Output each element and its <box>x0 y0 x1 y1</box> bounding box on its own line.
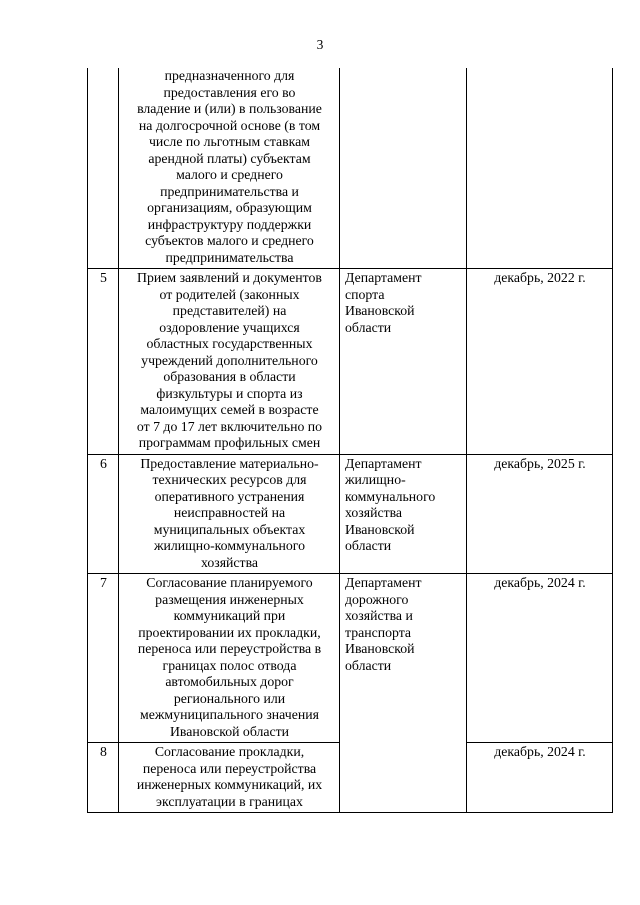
text-line: образования в области <box>163 369 296 384</box>
text-line: предназначенного для <box>164 68 295 83</box>
text-line: инфраструктуру поддержки <box>147 216 312 232</box>
text-line: проектировании их прокладки, <box>138 624 321 640</box>
table-row <box>88 454 613 574</box>
text-line: областных государственных <box>146 336 313 351</box>
dept-line: спорта <box>345 286 385 302</box>
dept-line: Ивановской <box>345 303 415 318</box>
text-line: предпринимательства и <box>160 183 299 199</box>
text-line: учреждений дополнительного <box>141 352 318 368</box>
measure-description <box>119 743 340 813</box>
row-number: 6 <box>88 454 119 574</box>
row-number: 7 <box>88 574 119 743</box>
measure-description <box>119 269 340 455</box>
text-line: хозяйства <box>200 554 259 570</box>
row-number: 5 <box>88 269 119 455</box>
text-line: регионального или <box>173 690 286 706</box>
text-line: межмуниципального значения <box>140 707 319 722</box>
row-number: 8 <box>88 743 119 813</box>
text-line: Прием заявлений и документов <box>137 270 322 285</box>
dept-line: Департамент <box>345 455 422 471</box>
dept-line: коммунального <box>345 488 436 504</box>
table-row <box>88 269 613 455</box>
text-line: переноса или переустройства <box>142 760 317 776</box>
deadline: декабрь, 2022 г. <box>467 269 613 455</box>
text-line: инженерных коммуникаций, их <box>136 777 323 792</box>
text-line: размещения инженерных <box>155 591 304 607</box>
text-line: границах полос отвода <box>162 657 297 673</box>
dept-line: Департамент <box>345 270 422 285</box>
dept-line: Ивановской <box>345 641 415 656</box>
measure-description <box>119 454 340 574</box>
text-line: Предоставление материально- <box>140 455 319 471</box>
text-line: субъектов малого и среднего <box>145 233 314 248</box>
text-line: арендной платы) субъектам <box>148 150 311 166</box>
dept-line: области <box>345 319 392 335</box>
responsible-department <box>340 68 467 269</box>
page-number: 3 <box>316 37 324 52</box>
text-line: программам профильных смен <box>138 435 321 450</box>
text-line: от 7 до 17 лет включительно по <box>136 418 323 434</box>
dept-line: хозяйства и <box>345 608 413 623</box>
text-line: автомобильных дорог <box>165 674 294 689</box>
text-line: неисправностей на <box>173 505 286 520</box>
text-line: владение и (или) в пользование <box>137 101 322 116</box>
text-line: Согласование прокладки, <box>154 744 305 759</box>
dept-line: Ивановской <box>345 521 415 537</box>
measures-table <box>87 68 613 813</box>
text-line: эксплуатации в границах <box>156 793 303 809</box>
table-row <box>88 574 613 743</box>
dept-line: дорожного <box>345 591 409 607</box>
text-line: малого и среднего <box>176 167 283 182</box>
text-line: малоимущих семей в возрасте <box>140 402 319 417</box>
text-line: от родителей (законных <box>159 286 300 302</box>
responsible-department <box>340 454 467 574</box>
text-line: жилищно-коммунального <box>154 538 305 553</box>
dept-line: области <box>345 538 392 553</box>
text-line: числе по льготным ставкам <box>148 134 310 149</box>
responsible-department <box>340 269 467 455</box>
text-line: Ивановской области <box>169 723 290 739</box>
deadline: декабрь, 2024 г. <box>467 574 613 743</box>
measure-description <box>119 574 340 743</box>
deadline <box>467 68 613 269</box>
text-line: физкультуры и спорта из <box>156 385 303 401</box>
text-line: переноса или переустройства в <box>137 641 322 656</box>
dept-line: области <box>345 657 392 673</box>
dept-line: Департамент <box>345 575 422 590</box>
table-row <box>88 68 613 269</box>
text-line: представителей) на <box>172 303 287 318</box>
deadline: декабрь, 2025 г. <box>467 454 613 574</box>
responsible-department <box>340 574 467 813</box>
dept-line: жилищно- <box>345 472 406 487</box>
text-line: муниципальных объектах <box>153 521 306 537</box>
deadline: декабрь, 2024 г. <box>467 743 613 813</box>
measure-description <box>119 68 340 269</box>
text-line: на долгосрочной основе (в том <box>138 117 321 133</box>
text-line: организациям, образующим <box>147 200 312 215</box>
text-line: Согласование планируемого <box>146 575 313 590</box>
text-line: оперативного устранения <box>154 488 305 504</box>
dept-line: хозяйства <box>345 505 403 520</box>
table-body <box>88 68 613 813</box>
text-line: технических ресурсов для <box>152 472 307 487</box>
row-number <box>88 68 119 269</box>
dept-line: транспорта <box>345 624 412 640</box>
text-line: коммуникаций при <box>173 608 286 623</box>
text-line: оздоровление учащихся <box>159 319 300 335</box>
text-line: предоставления его во <box>163 84 296 100</box>
text-line: предпринимательства <box>165 249 294 265</box>
